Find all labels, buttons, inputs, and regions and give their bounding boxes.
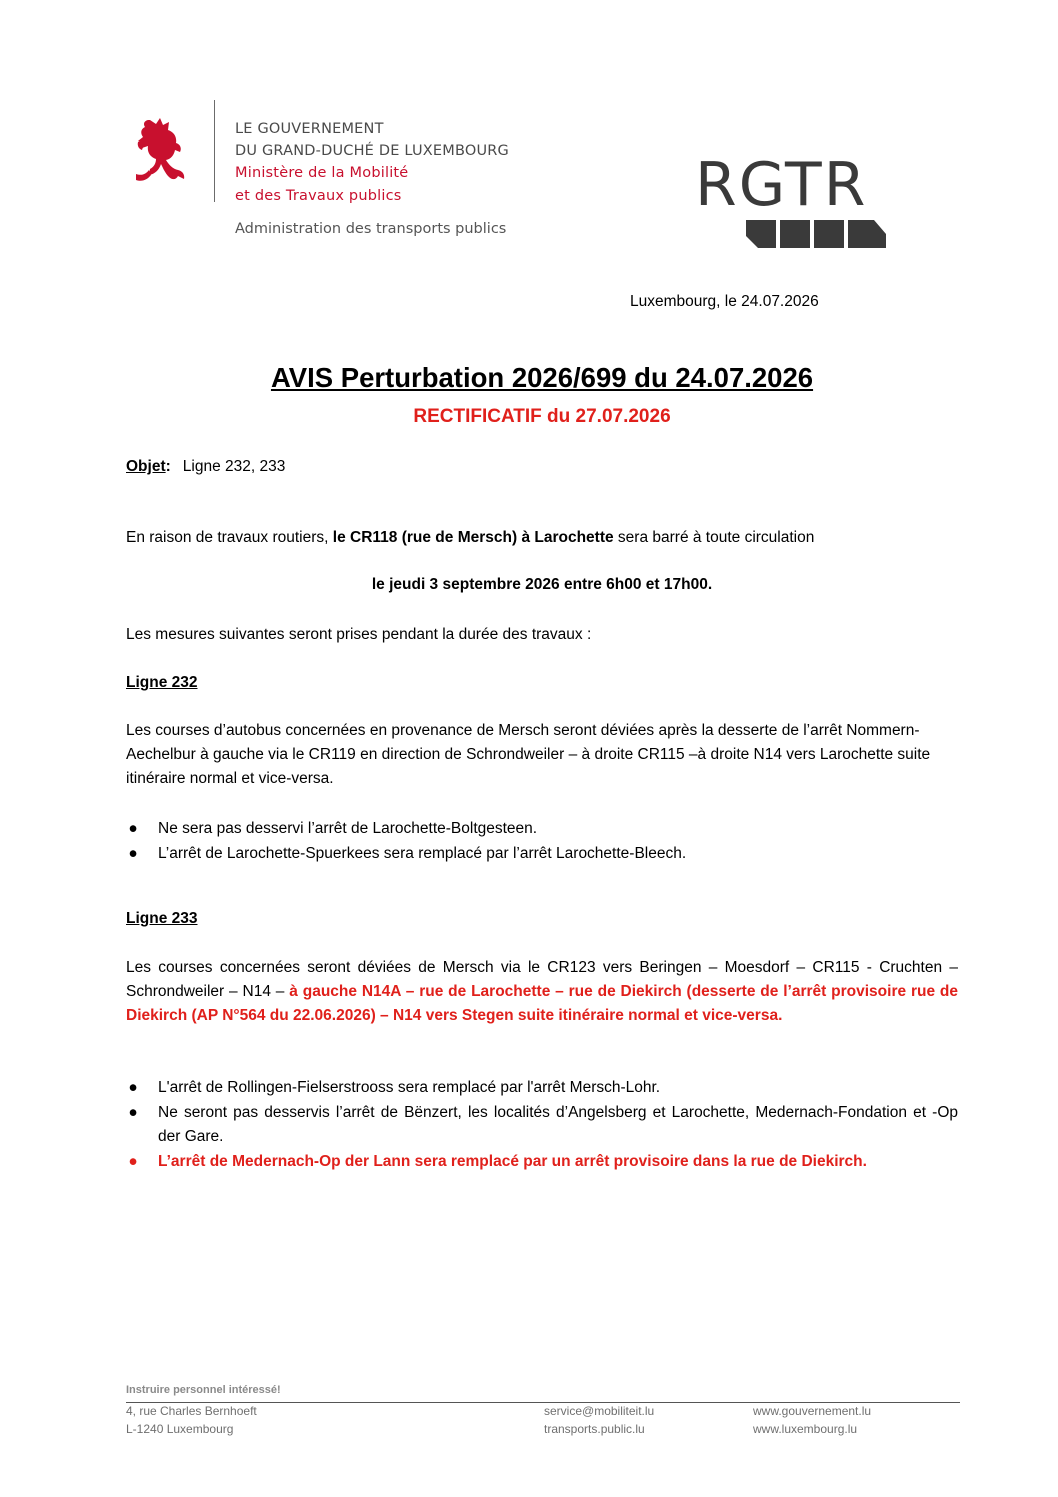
list-item-text: Ne seront pas desservis l’arrêt de Bënzert, les localités d’Angelsberg et Larochette, Medernach-Fondation et -Op der Gare. xyxy=(158,1103,958,1145)
list-item xyxy=(126,1076,958,1101)
ligne-232-bullet-list xyxy=(126,817,958,866)
bullet-icon: ● xyxy=(128,844,138,862)
ligne-233-text-rectified: à gauche N14A – rue de Larochette – rue de Diekirch (desserte de l’arrêt provisoire rue de Diekirch (AP N°564 du 22.06.2026) – N14 vers Stegen suite itinéraire normal et vice-versa. xyxy=(126,983,958,1024)
footer-instruction: Instruire personnel intéressé! xyxy=(126,1384,281,1396)
footer-address-line2: L-1240 Luxembourg xyxy=(126,1422,234,1436)
rgtr-logo-text: RGTR xyxy=(695,150,868,220)
ligne-233-text-normal: Les courses concernées seront déviées de Mersch via le CR123 vers Beringen – Moesdorf – CR115 - Cruchten – Schrondweiler – N14 – xyxy=(126,959,958,1000)
footer-web-link-1[interactable]: www.gouvernement.lu xyxy=(753,1404,872,1418)
footer-web-link-2[interactable]: www.luxembourg.lu xyxy=(753,1422,858,1436)
red-lion-coat-of-arms-icon xyxy=(132,112,192,192)
footer-site-link[interactable]: transports.public.lu xyxy=(544,1422,645,1436)
ligne-232-heading: Ligne 232 xyxy=(126,674,198,691)
header-divider xyxy=(214,100,215,202)
footer-address-line1: 4, rue Charles Bernhoeft xyxy=(126,1404,257,1418)
footer-divider xyxy=(126,1402,960,1403)
list-item-text: Ne sera pas desservi l’arrêt de Larochette-Boltgesteen. xyxy=(158,820,538,837)
list-item xyxy=(126,1101,958,1150)
bullet-icon: ● xyxy=(128,820,138,837)
ministry-name-line1: Ministère de la Mobilité xyxy=(235,165,409,181)
subject-label: Objet xyxy=(126,458,166,475)
rectification-subtitle: RECTIFICATIF du 27.07.2026 xyxy=(413,406,671,427)
page-title: AVIS Perturbation 2026/699 du 24.07.2026 xyxy=(270,362,814,393)
intro-road-closure: le CR118 (rue de Mersch) à Larochette xyxy=(332,529,614,546)
list-item xyxy=(126,842,958,867)
administration-name: Administration des transports publics xyxy=(235,221,507,237)
bullet-icon: ● xyxy=(128,1152,138,1170)
ligne-233-bullet-list xyxy=(126,1076,958,1174)
ligne-232-description: Les courses d’autobus concernées en provenance de Mersch seront déviées après la desserte de l’arrêt Nommern-Aechelbur à gauche via le CR119 en direction de Schrondweiler – à droite CR115 –à droite N14 vers Larochette suite itinéraire normal et vice-versa. xyxy=(126,722,931,787)
list-item xyxy=(126,1150,958,1175)
bullet-icon: ● xyxy=(128,1079,138,1096)
government-name-line1: LE GOUVERNEMENT xyxy=(235,121,384,137)
ministry-name-line2: et des Travaux publics xyxy=(235,188,402,204)
document-date: Luxembourg, le 24.07.2026 xyxy=(630,293,819,310)
government-name-line2: DU GRAND-DUCHÉ DE LUXEMBOURG xyxy=(235,143,509,159)
intro-text-start: En raison de travaux routiers, xyxy=(126,529,333,546)
ligne-233-heading: Ligne 233 xyxy=(126,910,198,927)
list-item-text: L’arrêt de Medernach-Op der Lann sera remplacé par un arrêt provisoire dans la rue de Diekirch. xyxy=(158,1152,867,1170)
intro-paragraph xyxy=(126,526,958,550)
intro-text-end: sera barré à toute circulation xyxy=(613,529,815,546)
bullet-icon: ● xyxy=(128,1103,138,1121)
subject-separator: : xyxy=(165,458,171,475)
footer-email-link[interactable]: service@mobiliteit.lu xyxy=(544,1404,655,1418)
closure-date-range: le jeudi 3 septembre 2026 entre 6h00 et 17h00. xyxy=(371,576,713,593)
ligne-233-description xyxy=(126,956,958,1028)
subject-value: Ligne 232, 233 xyxy=(182,458,286,475)
measures-intro: Les mesures suivantes seront prises pendant la durée des travaux : xyxy=(126,626,592,643)
list-item-text: L'arrêt de Rollingen-Fielserstrooss sera remplacé par l'arrêt Mersch-Lohr. xyxy=(158,1079,661,1096)
list-item-text: L’arrêt de Larochette-Spuerkees sera remplacé par l’arrêt Larochette-Bleech. xyxy=(158,844,687,862)
list-item xyxy=(126,817,958,842)
subject-line xyxy=(126,458,285,476)
rgtr-logo-bars-icon xyxy=(746,220,886,248)
